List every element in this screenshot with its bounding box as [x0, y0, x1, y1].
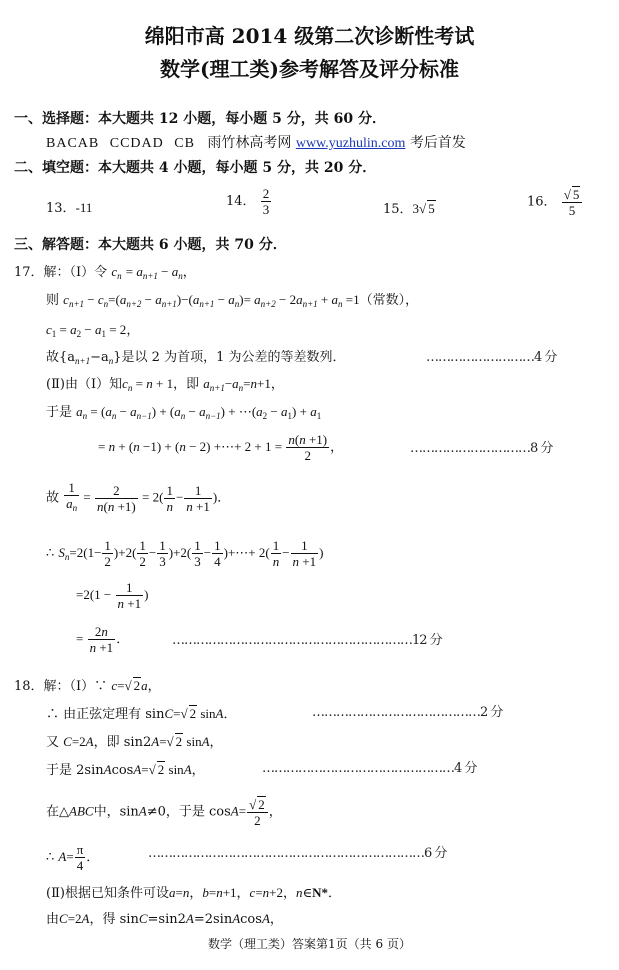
site-name: 雨竹林高考网: [207, 135, 292, 151]
title-school-exam: 绵阳市高 2014 级第二次诊断性考试: [144, 24, 475, 48]
q17-line6: 于是 $a_n = (a_n - a_{n-1}) + (a_n - a_{n-1})$ + $\cdots(a_2 - a_1) + a_1$: [46, 404, 322, 421]
choice-answers: [46, 135, 466, 152]
q17-l2-prefix: 则: [46, 293, 60, 308]
q18-line2: ∴ 由正弦定理有 sinC=√ 2 sinA．: [46, 706, 237, 722]
q17-l2-note: （常数），: [359, 293, 419, 308]
q15-coef: 3: [412, 201, 420, 216]
q18-score-4: 4 分: [454, 761, 477, 776]
q17-line5: (Ⅱ)由（Ⅰ）知$c_n = n + 1$，即 $a_{n+1}-a_n=n+1$，: [46, 376, 284, 393]
site-note: 考后首发: [409, 135, 466, 151]
q17-l1-prefix: 解：（Ⅰ）令: [43, 265, 108, 280]
q18-line3: 又 C=2A，即 sin2A=√ 2 sinA，: [46, 734, 223, 750]
section2-heading: 二、填空题：本大题共 4 小题，每小题 5 分，共 20 分．: [14, 160, 377, 176]
q17-line1: 17．解：（Ⅰ）令 $c_n = a_{n+1} - a_n$，: [14, 264, 196, 281]
section1-heading: 一、选择题：本大题共 12 小题，每小题 5 分，共 60 分．: [14, 111, 386, 127]
q18-line5: 在△ABC中，sinA≠0，于是 cosA= $\frac{√ 2}{2}$ ，: [46, 797, 282, 828]
q18-score-6: 6 分: [424, 846, 447, 861]
q17-line3: $c_1 = a_2 - a_1 = 2$，: [46, 322, 140, 339]
q18-line6: ∴ A= $\frac{\pi}{4}$ ．: [46, 842, 100, 873]
q17-score-8: 8 分: [530, 441, 553, 456]
q17-l5-text: (Ⅱ)由（Ⅰ）知: [46, 377, 123, 392]
page-footer: 数学（理工类）答案第1页（共 6 页）: [208, 937, 411, 951]
fill-answer-15: 15．3√ 5: [383, 201, 435, 217]
q17-score-12: 12 分: [412, 633, 442, 648]
q18-line4: 于是 2sinAcosA=√ 2 sinA，: [46, 762, 205, 778]
q18-score-dots-4: …………………………………………4 分: [262, 761, 477, 776]
q17-line11: = $\frac{2n}{n +1}$ ．: [76, 624, 130, 655]
q17-line9: ∴ $S_n=2(1-$ $\frac{1}{2}$ )+2( $\frac{1}{2}$ − $\frac{1}{3}$ )+2( $\frac{1}{3}$ − $\frac{1}{4}$ )+⋯+ 2( $\frac{1}{n}$ − $\frac{1}{n +1}$ ): [46, 538, 324, 569]
q13-value: -11: [75, 200, 93, 215]
q15-radicand: 5: [428, 201, 435, 216]
title-subject: 数学(理工类)参考解答及评分标准: [160, 57, 459, 81]
q17-label: 17．: [14, 265, 44, 280]
q15-label: 15．: [383, 202, 413, 217]
q13-label: 13．: [46, 201, 76, 216]
q17-score-dots-12: ……………………………………………………12 分: [172, 633, 442, 648]
q18-line1: 18．解：（Ⅰ）∵ c=√ 2a，: [14, 678, 161, 694]
q18-line7: (Ⅱ)根据已知条件可设a=n，b=n+1，c=n+2，n∈N*．: [46, 885, 342, 901]
q17-line10: =2(1 − $\frac{1}{n +1}$ ): [76, 580, 149, 611]
q17-score-4: 4 分: [534, 350, 557, 365]
fill-answer-13: [46, 200, 92, 217]
q17-l6-prefix: 于是: [46, 405, 73, 420]
q17-line8: 故 $\frac{1}{a_n}$ = $\frac{2}{n(n +1)}$ = 2( $\frac{1}{n}$ − $\frac{1}{n +1}$ )．: [46, 480, 231, 514]
q16-fraction: $\frac{√ 5}{5}$: [562, 186, 583, 218]
site-link[interactable]: www.yuzhulin.com: [295, 136, 406, 151]
q18-score-dots-6: ……………………………………………………………6 分: [148, 846, 447, 861]
q14-label: 14．: [226, 194, 256, 209]
q16-label: 16．: [527, 194, 557, 210]
q14-fraction: $\frac{2}{3}$: [262, 186, 270, 217]
q18-score-2: 2 分: [480, 705, 503, 720]
q18-score-dots-2: ……………………………………2 分: [312, 705, 503, 720]
q18-line8: 由C=2A，得 sinC=sin2A=2sinAcosA，: [46, 911, 283, 927]
q17-score-dots-8: …………………………8 分: [410, 441, 553, 456]
q17-score-dots-4: ………………………4 分: [426, 350, 557, 365]
q17-line7: = n + (n −1) + (n − 2) +⋯+ 2 + 1 = $\frac{n(n +1)}{2}$ ，: [98, 432, 344, 463]
section3-heading: 三、解答题：本大题共 6 小题，共 70 分．: [14, 237, 287, 253]
fill-answer-16: [527, 186, 583, 218]
choice-answer-keys: BACAB CCDAD CB: [46, 136, 195, 151]
q17-line2: 则 $c_{n+1} - c_n=(a_{n+2} - a_{n+1})-(a_{n+1} - a_n)= a_{n+2} - 2a_{n+1} + a_n =1$（常数），: [46, 292, 419, 309]
q17-line4: 故$\{a_{n+1}-a_n\}$是以 2 为首项，1 为公差的等差数列．: [46, 350, 346, 366]
fill-answer-14: [226, 186, 272, 217]
